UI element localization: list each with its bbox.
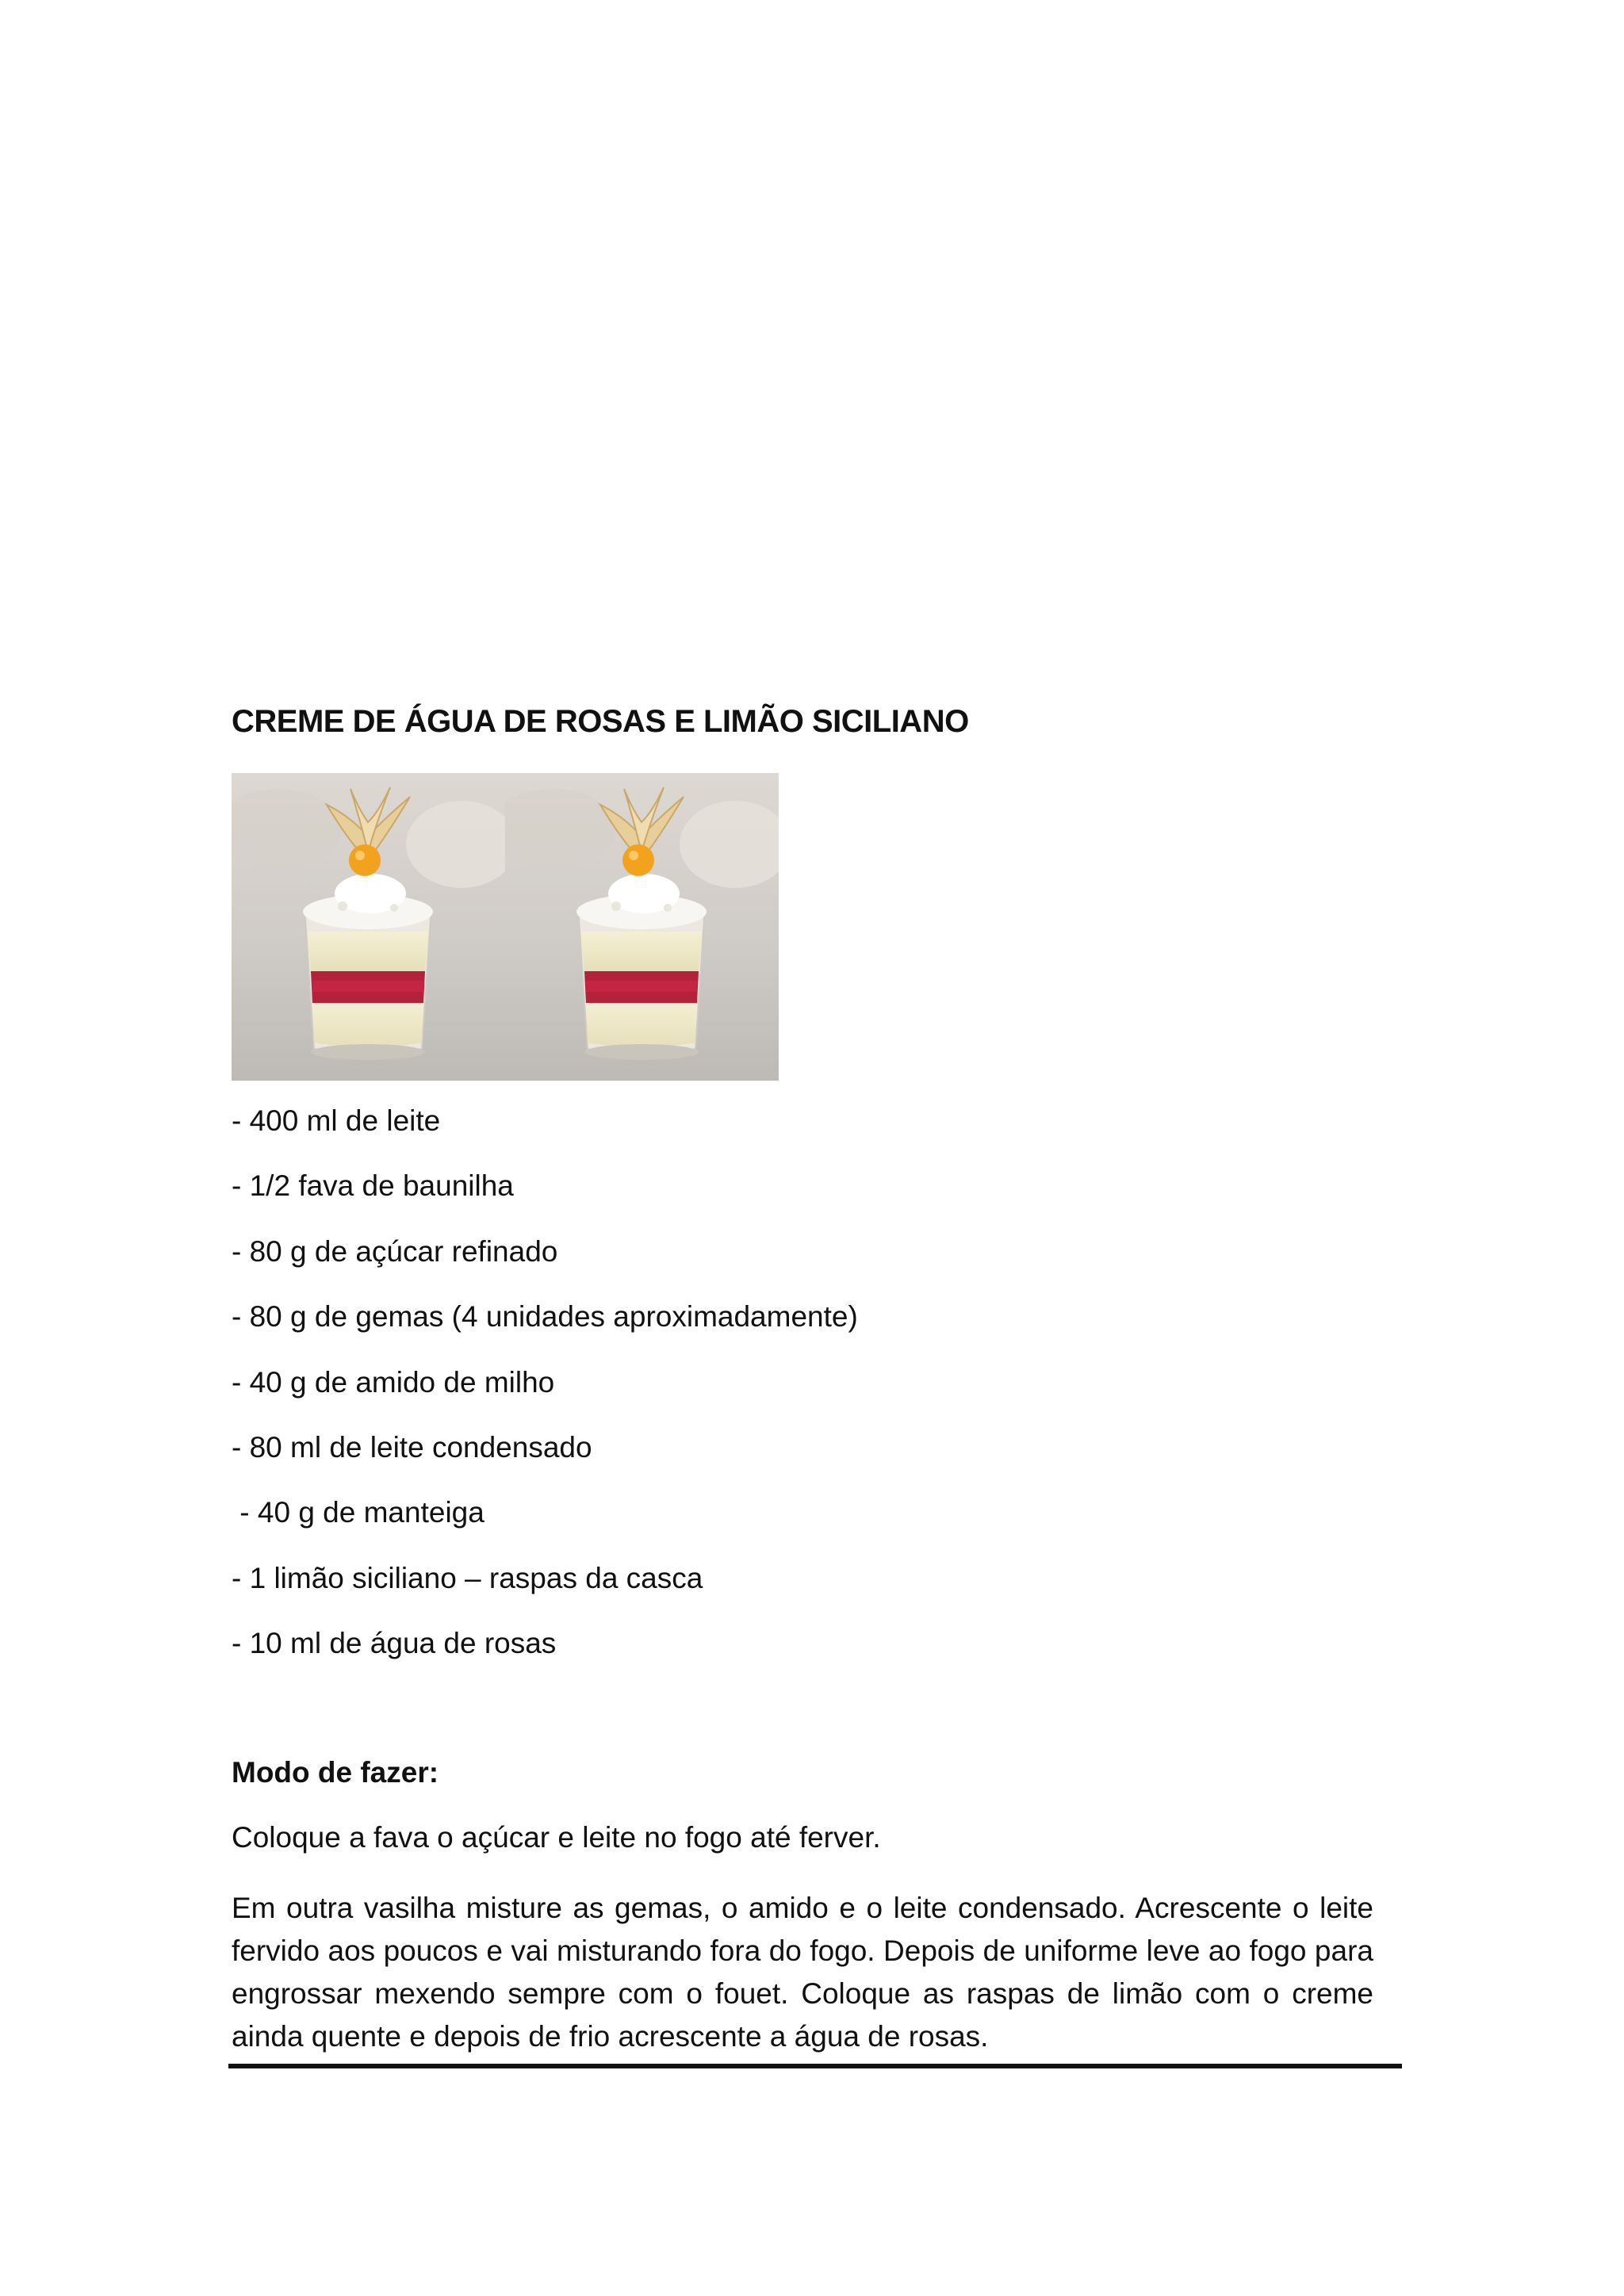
recipe-title: CREME DE ÁGUA DE ROSAS E LIMÃO SICILIANO [232,704,969,739]
ingredient-item: - 1/2 fava de baunilha [232,1169,514,1203]
ingredient-item: - 40 g de manteiga [232,1496,485,1529]
ingredient-item: - 1 limão siciliano – raspas da casca [232,1561,703,1594]
dessert-photo-left [232,773,505,1081]
dessert-photo [232,773,779,1081]
ingredient-list [232,1104,858,1692]
ingredient-item: - 80 g de gemas (4 unidades aproximadamente) [232,1300,858,1334]
ingredient-item: - 40 g de amido de milho [232,1365,555,1399]
method-step-1: Coloque a fava o açúcar e leite no fogo até ferver. [232,1821,881,1854]
dessert-photo-right [505,773,779,1081]
method-heading: Modo de fazer: [232,1756,439,1789]
ingredient-item: - 80 ml de leite condensado [232,1430,592,1464]
ingredient-item: - 10 ml de água de rosas [232,1627,557,1660]
method-step-2: Em outra vasilha misture as gemas, o amido e o leite condensado. Acrescente o leite fervido aos poucos e vai misturando fora do fogo. Depois de uniforme leve ao fogo para engrossar mexendo sempre com o fouet. Coloque as raspas de limão com o creme ainda quente e depois de frio acrescente a água de rosas. [232,1892,1373,2053]
ingredient-item: - 80 g de açúcar refinado [232,1234,558,1268]
bottom-divider [228,2064,1402,2068]
ingredient-item: - 400 ml de leite [232,1104,441,1137]
